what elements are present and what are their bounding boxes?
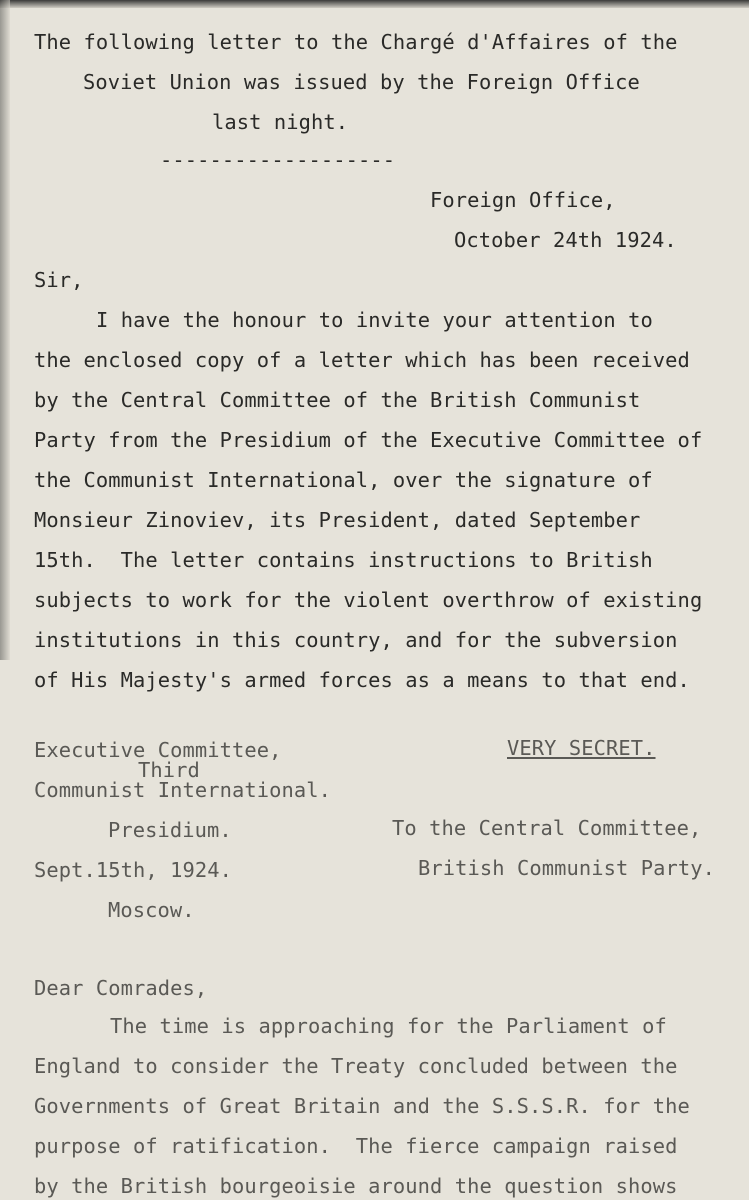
letter-body-line: The time is approaching for the Parliament of [110,1014,667,1038]
scan-top-edge [0,0,749,8]
letter-city: Moscow. [108,898,195,922]
body-line: the Communist International, over the signature of [34,468,653,492]
recipient-line-2: British Communist Party. [418,856,716,880]
intro-line-2: Soviet Union was issued by the Foreign Office [83,70,640,94]
heading-place: Foreign Office, [430,188,616,212]
letter-body-line: Governments of Great Britain and the S.S.S.R. for the [34,1094,690,1118]
intro-divider: ------------------- [160,148,396,172]
scan-left-edge [0,0,10,660]
sender-presidium: Presidium. [108,818,232,842]
body-line: by the Central Committee of the British Communist [34,388,641,412]
body-line: subjects to work for the violent overthrow of existing [34,588,703,612]
letter-body-line: England to consider the Treaty concluded between the [34,1054,678,1078]
salutation-comrades: Dear Comrades, [34,976,208,1000]
letter-date: Sept.15th, 1924. [34,858,233,882]
letter-body-line: purpose of ratification. The fierce campaign raised [34,1134,678,1158]
sender-third: Third [138,758,200,782]
body-line: the enclosed copy of a letter which has been received [34,348,690,372]
body-line: Party from the Presidium of the Executive Committee of [34,428,703,452]
heading-date: October 24th 1924. [454,228,677,252]
sender-executive-committee: Executive Committee, [34,738,282,762]
body-line: institutions in this country, and for the subversion [34,628,678,652]
salutation-sir: Sir, [34,268,84,292]
intro-line-1: The following letter to the Chargé d'Affaires of the [34,30,678,54]
sender-communist-international: Communist International. [34,778,332,802]
body-line: I have the honour to invite your attention to [96,308,653,332]
letter-body-line: by the British bourgeoisie around the question shows [34,1174,678,1198]
recipient-line-1: To the Central Committee, [392,816,702,840]
body-line: of His Majesty's armed forces as a means to that end. [34,668,690,692]
body-line: 15th. The letter contains instructions to British [34,548,653,572]
intro-line-3: last night. [212,110,349,134]
body-line: Monsieur Zinoviev, its President, dated September [34,508,641,532]
classification-very-secret: VERY SECRET. [507,736,656,760]
